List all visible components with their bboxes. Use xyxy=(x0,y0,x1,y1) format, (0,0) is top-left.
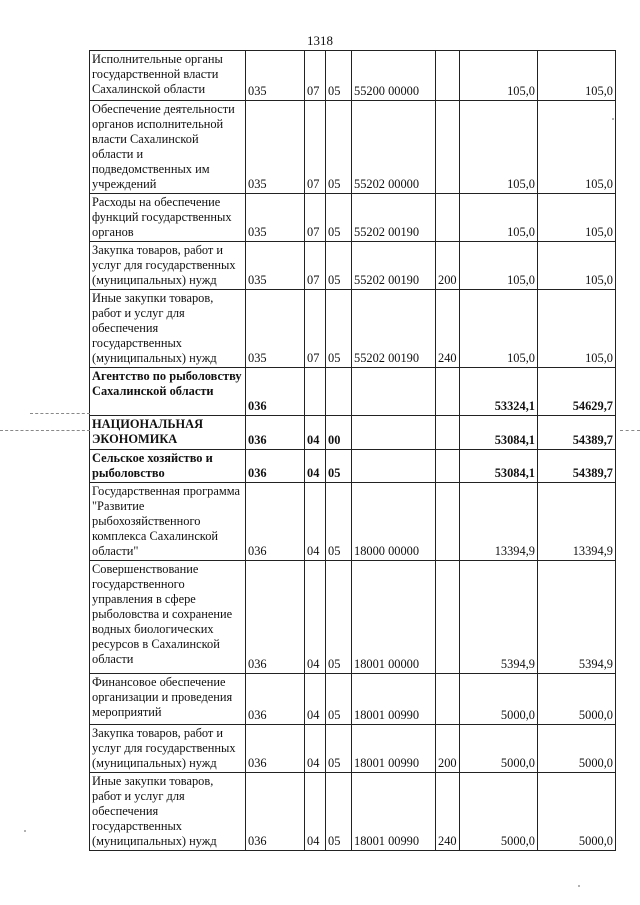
row-expense-type xyxy=(436,101,460,194)
table-row xyxy=(90,194,616,242)
row-expense-type xyxy=(436,450,460,483)
row-amount-year-1: 105,0 xyxy=(460,290,538,368)
table-row xyxy=(90,242,616,290)
row-target-article xyxy=(352,416,436,450)
row-section-code: 04 xyxy=(305,674,326,725)
row-section-code: 04 xyxy=(305,416,326,450)
row-amount-year-1: 105,0 xyxy=(460,194,538,242)
row-name: Расходы на обеспечение функций государственных органов xyxy=(90,194,246,242)
scan-artifact-line xyxy=(0,430,90,431)
row-target-article: 55202 00000 xyxy=(352,101,436,194)
row-target-article: 18001 00000 xyxy=(352,561,436,674)
row-amount-year-1: 5000,0 xyxy=(460,773,538,851)
row-expense-type: 240 xyxy=(436,290,460,368)
row-ministry-code: 035 xyxy=(246,194,305,242)
row-expense-type xyxy=(436,51,460,101)
row-name: Обеспечение деятельности органов исполнительной власти Сахалинской области и подведомственных им учреждений xyxy=(90,101,246,194)
row-subsection-code: 05 xyxy=(326,773,352,851)
table-row xyxy=(90,290,616,368)
table-row xyxy=(90,561,616,674)
scan-artifact-line xyxy=(30,413,90,414)
scan-artifact-dot xyxy=(612,118,614,120)
row-name: Совершенствование государственного управления в сфере рыболовства и сохранение водных биологических ресурсов в Сахалинской области xyxy=(90,561,246,674)
row-section-code: 07 xyxy=(305,290,326,368)
row-name: Закупка товаров, работ и услуг для государственных (муниципальных) нужд xyxy=(90,242,246,290)
row-amount-year-1: 105,0 xyxy=(460,242,538,290)
row-amount-year-2: 105,0 xyxy=(538,51,616,101)
row-name: Финансовое обеспечение организации и проведения мероприятий xyxy=(90,674,246,725)
row-ministry-code: 036 xyxy=(246,725,305,773)
row-ministry-code: 036 xyxy=(246,561,305,674)
row-amount-year-2: 54629,7 xyxy=(538,368,616,416)
row-amount-year-1: 5000,0 xyxy=(460,725,538,773)
row-ministry-code: 036 xyxy=(246,416,305,450)
row-expense-type: 200 xyxy=(436,725,460,773)
row-section-code: 07 xyxy=(305,51,326,101)
row-name: НАЦИОНАЛЬНАЯ ЭКОНОМИКА xyxy=(90,416,246,450)
row-subsection-code: 05 xyxy=(326,194,352,242)
table-row xyxy=(90,725,616,773)
row-subsection-code: 05 xyxy=(326,450,352,483)
row-amount-year-1: 105,0 xyxy=(460,101,538,194)
row-target-article: 18001 00990 xyxy=(352,725,436,773)
row-ministry-code: 035 xyxy=(246,51,305,101)
row-section-code: 07 xyxy=(305,194,326,242)
scan-artifact-dot xyxy=(578,885,580,887)
row-amount-year-2: 5000,0 xyxy=(538,725,616,773)
row-subsection-code: 05 xyxy=(326,290,352,368)
row-target-article: 55202 00190 xyxy=(352,242,436,290)
row-target-article: 55202 00190 xyxy=(352,194,436,242)
row-ministry-code: 035 xyxy=(246,101,305,194)
scan-artifact-line xyxy=(620,430,640,431)
row-name: Иные закупки товаров, работ и услуг для обеспечения государственных (муниципальных) нужд xyxy=(90,290,246,368)
table-row xyxy=(90,51,616,101)
table-row xyxy=(90,483,616,561)
row-section-code: 04 xyxy=(305,450,326,483)
row-amount-year-2: 105,0 xyxy=(538,194,616,242)
row-section-code: 04 xyxy=(305,725,326,773)
row-amount-year-1: 5394,9 xyxy=(460,561,538,674)
row-expense-type xyxy=(436,561,460,674)
row-expense-type: 200 xyxy=(436,242,460,290)
row-amount-year-2: 54389,7 xyxy=(538,450,616,483)
row-subsection-code xyxy=(326,368,352,416)
table-row xyxy=(90,773,616,851)
row-target-article: 18000 00000 xyxy=(352,483,436,561)
row-ministry-code: 036 xyxy=(246,773,305,851)
row-amount-year-2: 105,0 xyxy=(538,101,616,194)
row-subsection-code: 05 xyxy=(326,242,352,290)
row-name: Исполнительные органы государственной власти Сахалинской области xyxy=(90,51,246,101)
row-amount-year-2: 54389,7 xyxy=(538,416,616,450)
row-name: Государственная программа "Развитие рыбохозяйственного комплекса Сахалинской области" xyxy=(90,483,246,561)
row-target-article xyxy=(352,368,436,416)
row-ministry-code: 036 xyxy=(246,483,305,561)
row-subsection-code: 05 xyxy=(326,725,352,773)
row-subsection-code: 05 xyxy=(326,674,352,725)
row-target-article xyxy=(352,450,436,483)
row-target-article: 18001 00990 xyxy=(352,674,436,725)
row-expense-type xyxy=(436,483,460,561)
row-subsection-code: 00 xyxy=(326,416,352,450)
row-amount-year-2: 105,0 xyxy=(538,290,616,368)
row-amount-year-1: 53324,1 xyxy=(460,368,538,416)
row-expense-type xyxy=(436,674,460,725)
row-subsection-code: 05 xyxy=(326,561,352,674)
row-target-article: 18001 00990 xyxy=(352,773,436,851)
row-section-code: 04 xyxy=(305,483,326,561)
row-section-code: 07 xyxy=(305,242,326,290)
row-ministry-code: 036 xyxy=(246,450,305,483)
row-name: Сельское хозяйство и рыболовство xyxy=(90,450,246,483)
row-amount-year-1: 5000,0 xyxy=(460,674,538,725)
table-row xyxy=(90,416,616,450)
row-amount-year-2: 105,0 xyxy=(538,242,616,290)
row-ministry-code: 035 xyxy=(246,242,305,290)
row-ministry-code: 036 xyxy=(246,368,305,416)
table-row xyxy=(90,368,616,416)
row-amount-year-2: 5394,9 xyxy=(538,561,616,674)
budget-table xyxy=(89,50,616,851)
row-section-code: 07 xyxy=(305,101,326,194)
row-subsection-code: 05 xyxy=(326,101,352,194)
row-ministry-code: 035 xyxy=(246,290,305,368)
row-name: Агентство по рыболовству Сахалинской области xyxy=(90,368,246,416)
row-name: Иные закупки товаров, работ и услуг для обеспечения государственных (муниципальных) нужд xyxy=(90,773,246,851)
row-expense-type xyxy=(436,416,460,450)
row-amount-year-1: 105,0 xyxy=(460,51,538,101)
row-amount-year-2: 5000,0 xyxy=(538,773,616,851)
row-target-article: 55200 00000 xyxy=(352,51,436,101)
row-subsection-code: 05 xyxy=(326,51,352,101)
page-number: 1318 xyxy=(307,33,333,48)
row-subsection-code: 05 xyxy=(326,483,352,561)
row-target-article: 55202 00190 xyxy=(352,290,436,368)
table-row xyxy=(90,450,616,483)
row-amount-year-1: 13394,9 xyxy=(460,483,538,561)
row-section-code: 04 xyxy=(305,561,326,674)
row-expense-type: 240 xyxy=(436,773,460,851)
row-expense-type xyxy=(436,368,460,416)
row-expense-type xyxy=(436,194,460,242)
row-amount-year-1: 53084,1 xyxy=(460,416,538,450)
row-amount-year-2: 5000,0 xyxy=(538,674,616,725)
scan-artifact-dot xyxy=(24,830,26,832)
table-row xyxy=(90,101,616,194)
row-amount-year-2: 13394,9 xyxy=(538,483,616,561)
table-body xyxy=(90,51,616,851)
table-row xyxy=(90,674,616,725)
row-ministry-code: 036 xyxy=(246,674,305,725)
row-section-code xyxy=(305,368,326,416)
row-name: Закупка товаров, работ и услуг для государственных (муниципальных) нужд xyxy=(90,725,246,773)
row-amount-year-1: 53084,1 xyxy=(460,450,538,483)
row-section-code: 04 xyxy=(305,773,326,851)
